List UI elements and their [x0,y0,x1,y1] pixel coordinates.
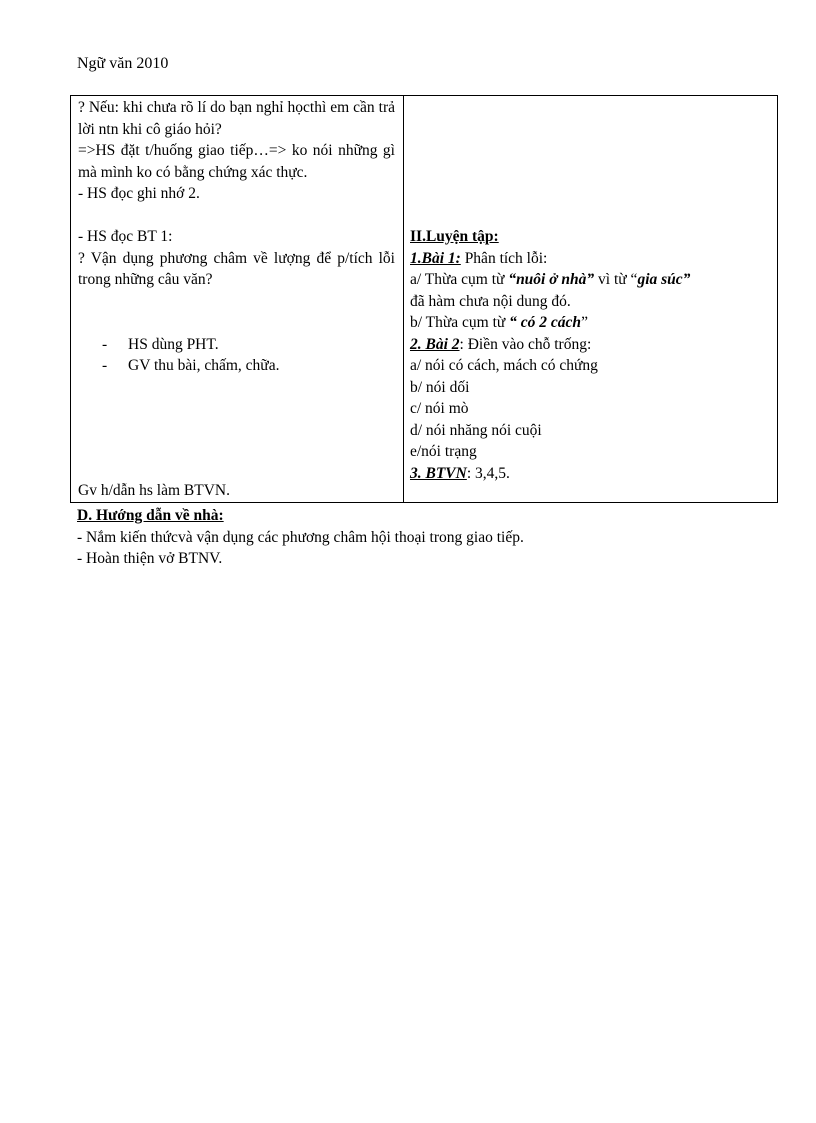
question-line: ? Nếu: khi chưa rõ lí do bạn nghỉ họcthì em cần trả lời ntn khi cô giáo hỏi? [78,99,395,138]
list-item: b/ nói dối [410,378,470,396]
table-row [71,96,778,503]
lesson-table [70,95,778,503]
bai1-item-a-line2: đã hàm chưa nội dung đó. [410,292,571,310]
bai1-text: Phân tích lỗi: [460,249,548,267]
bai2-heading [410,334,771,356]
bai1-heading [410,248,771,270]
btvn-text: : 3,4,5. [466,464,510,482]
bai2-text: : Điền vào chỗ trống: [459,335,592,353]
emphasis-phrase: “ có 2 cách [509,314,582,331]
homework-title: D. Hướng dẫn về nhà: [77,507,224,524]
list-item [78,334,395,356]
homework-item: - Nắm kiến thứcvà vận dụng các phương châm hội thoại trong giao tiếp. [77,528,524,546]
list-item: e/nói trạng [410,443,477,460]
bai2-label: 2. Bài 2 [410,335,460,353]
bai1-item-b [410,312,771,334]
bullet-marker: - [102,335,108,353]
list-item: a/ nói có cách, mách có chứng [410,357,598,374]
btvn-label: 3. BTVN [410,464,467,482]
text-span: vì từ “ [594,271,638,288]
emphasis-phrase: “nuôi ở nhà” [508,271,595,288]
text-span: a/ Thừa cụm từ [410,271,509,288]
list-item [78,355,395,377]
list-item: c/ nói mò [410,400,469,417]
list-item-text: GV thu bài, chấm, chữa. [128,357,280,374]
exercise-question: ? Vận dụng phương châm về lượng để p/tích lỗi trong những câu văn? [78,249,395,288]
bullet-marker: - [102,357,108,374]
homework-section [77,505,777,570]
list-item-text: HS dùng PHT. [128,335,219,353]
bai1-item-a [410,269,771,291]
text-span: b/ Thừa cụm từ [410,314,510,331]
exercise-line: - HS đọc BT 1: [78,228,173,245]
page-header: Ngữ văn 2010 [77,55,169,72]
note-line: - HS đọc ghi nhớ 2. [78,185,200,202]
lesson-content-cell [404,96,778,503]
homework-item: - Hoàn thiện vở BTNV. [77,550,223,567]
section-title: II.Luyện tập: [410,228,499,245]
btvn-line [410,463,771,485]
homework-guide-line: Gv h/dẫn hs làm BTVN. [78,481,230,499]
text-span: ” [581,314,588,331]
answer-line: =>HS đặt t/huống giao tiếp…=> ko nói những gì mà mình ko có bằng chứng xác thực. [78,142,395,181]
list-item: d/ nói nhăng nói cuội [410,421,542,439]
bai1-label: 1.Bài 1: [410,249,461,267]
bullet-list [78,334,395,377]
emphasis-phrase: gia súc” [637,271,691,288]
teacher-student-activity-cell [71,96,404,503]
